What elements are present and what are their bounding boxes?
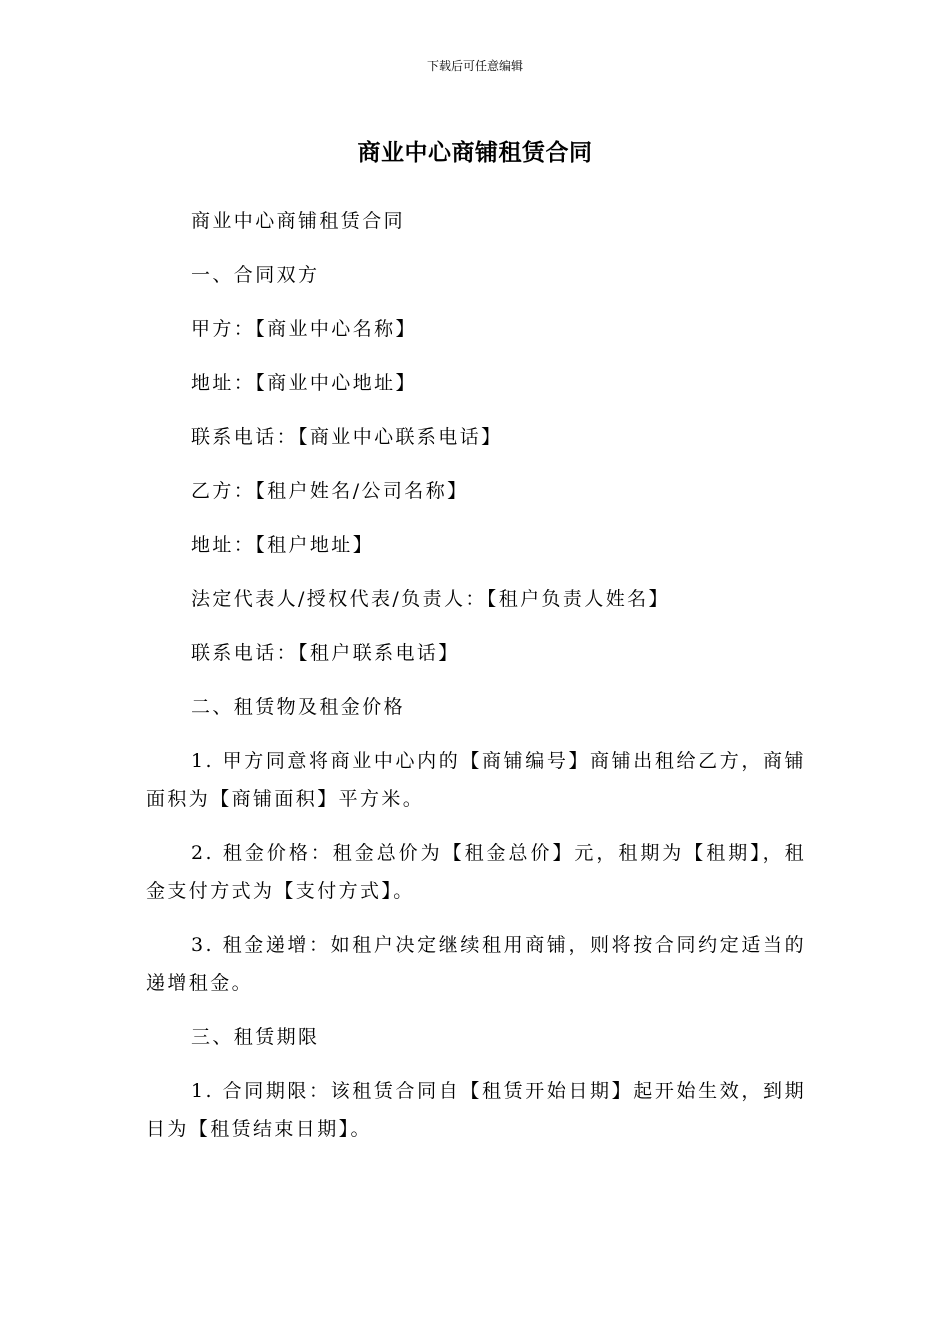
header-note: 下载后可任意编辑 (426, 59, 523, 73)
party-a-address: 地址：【商业中心地址】 (191, 372, 417, 394)
section-heading-parties: 一、合同双方 (191, 264, 320, 286)
paragraph-subtitle: 商业中心商铺租赁合同 (191, 210, 406, 232)
document-title: 商业中心商铺租赁合同 (357, 140, 593, 166)
section-heading-lease-object: 二、租赁物及租金价格 (191, 696, 406, 718)
party-b-phone: 联系电话：【租户联系电话】 (191, 642, 460, 664)
clause-rent-price: 2. 租金价格：租金总价为【租金总价】元，租期为【租期】，租金支付方式为【支付方式】。 (146, 842, 806, 902)
party-b-representative: 法定代表人/授权代表/负责人：【租户负责人姓名】 (191, 588, 670, 610)
party-a-phone: 联系电话：【商业中心联系电话】 (191, 426, 503, 448)
section-heading-lease-term: 三、租赁期限 (191, 1026, 320, 1048)
clause-contract-period: 1. 合同期限：该租赁合同自【租赁开始日期】起开始生效，到期日为【租赁结束日期】。 (146, 1080, 806, 1140)
party-b-name: 乙方：【租户姓名/公司名称】 (191, 480, 469, 502)
party-b-address: 地址：【租户地址】 (191, 534, 375, 556)
clause-rent-increase: 3. 租金递增：如租户决定继续租用商铺，则将按合同约定适当的递增租金。 (146, 934, 806, 994)
document-body (146, 202, 806, 1164)
party-a-name: 甲方：【商业中心名称】 (191, 318, 417, 340)
clause-shop-rental: 1. 甲方同意将商业中心内的【商铺编号】商铺出租给乙方，商铺面积为【商铺面积】平方米。 (146, 750, 806, 810)
